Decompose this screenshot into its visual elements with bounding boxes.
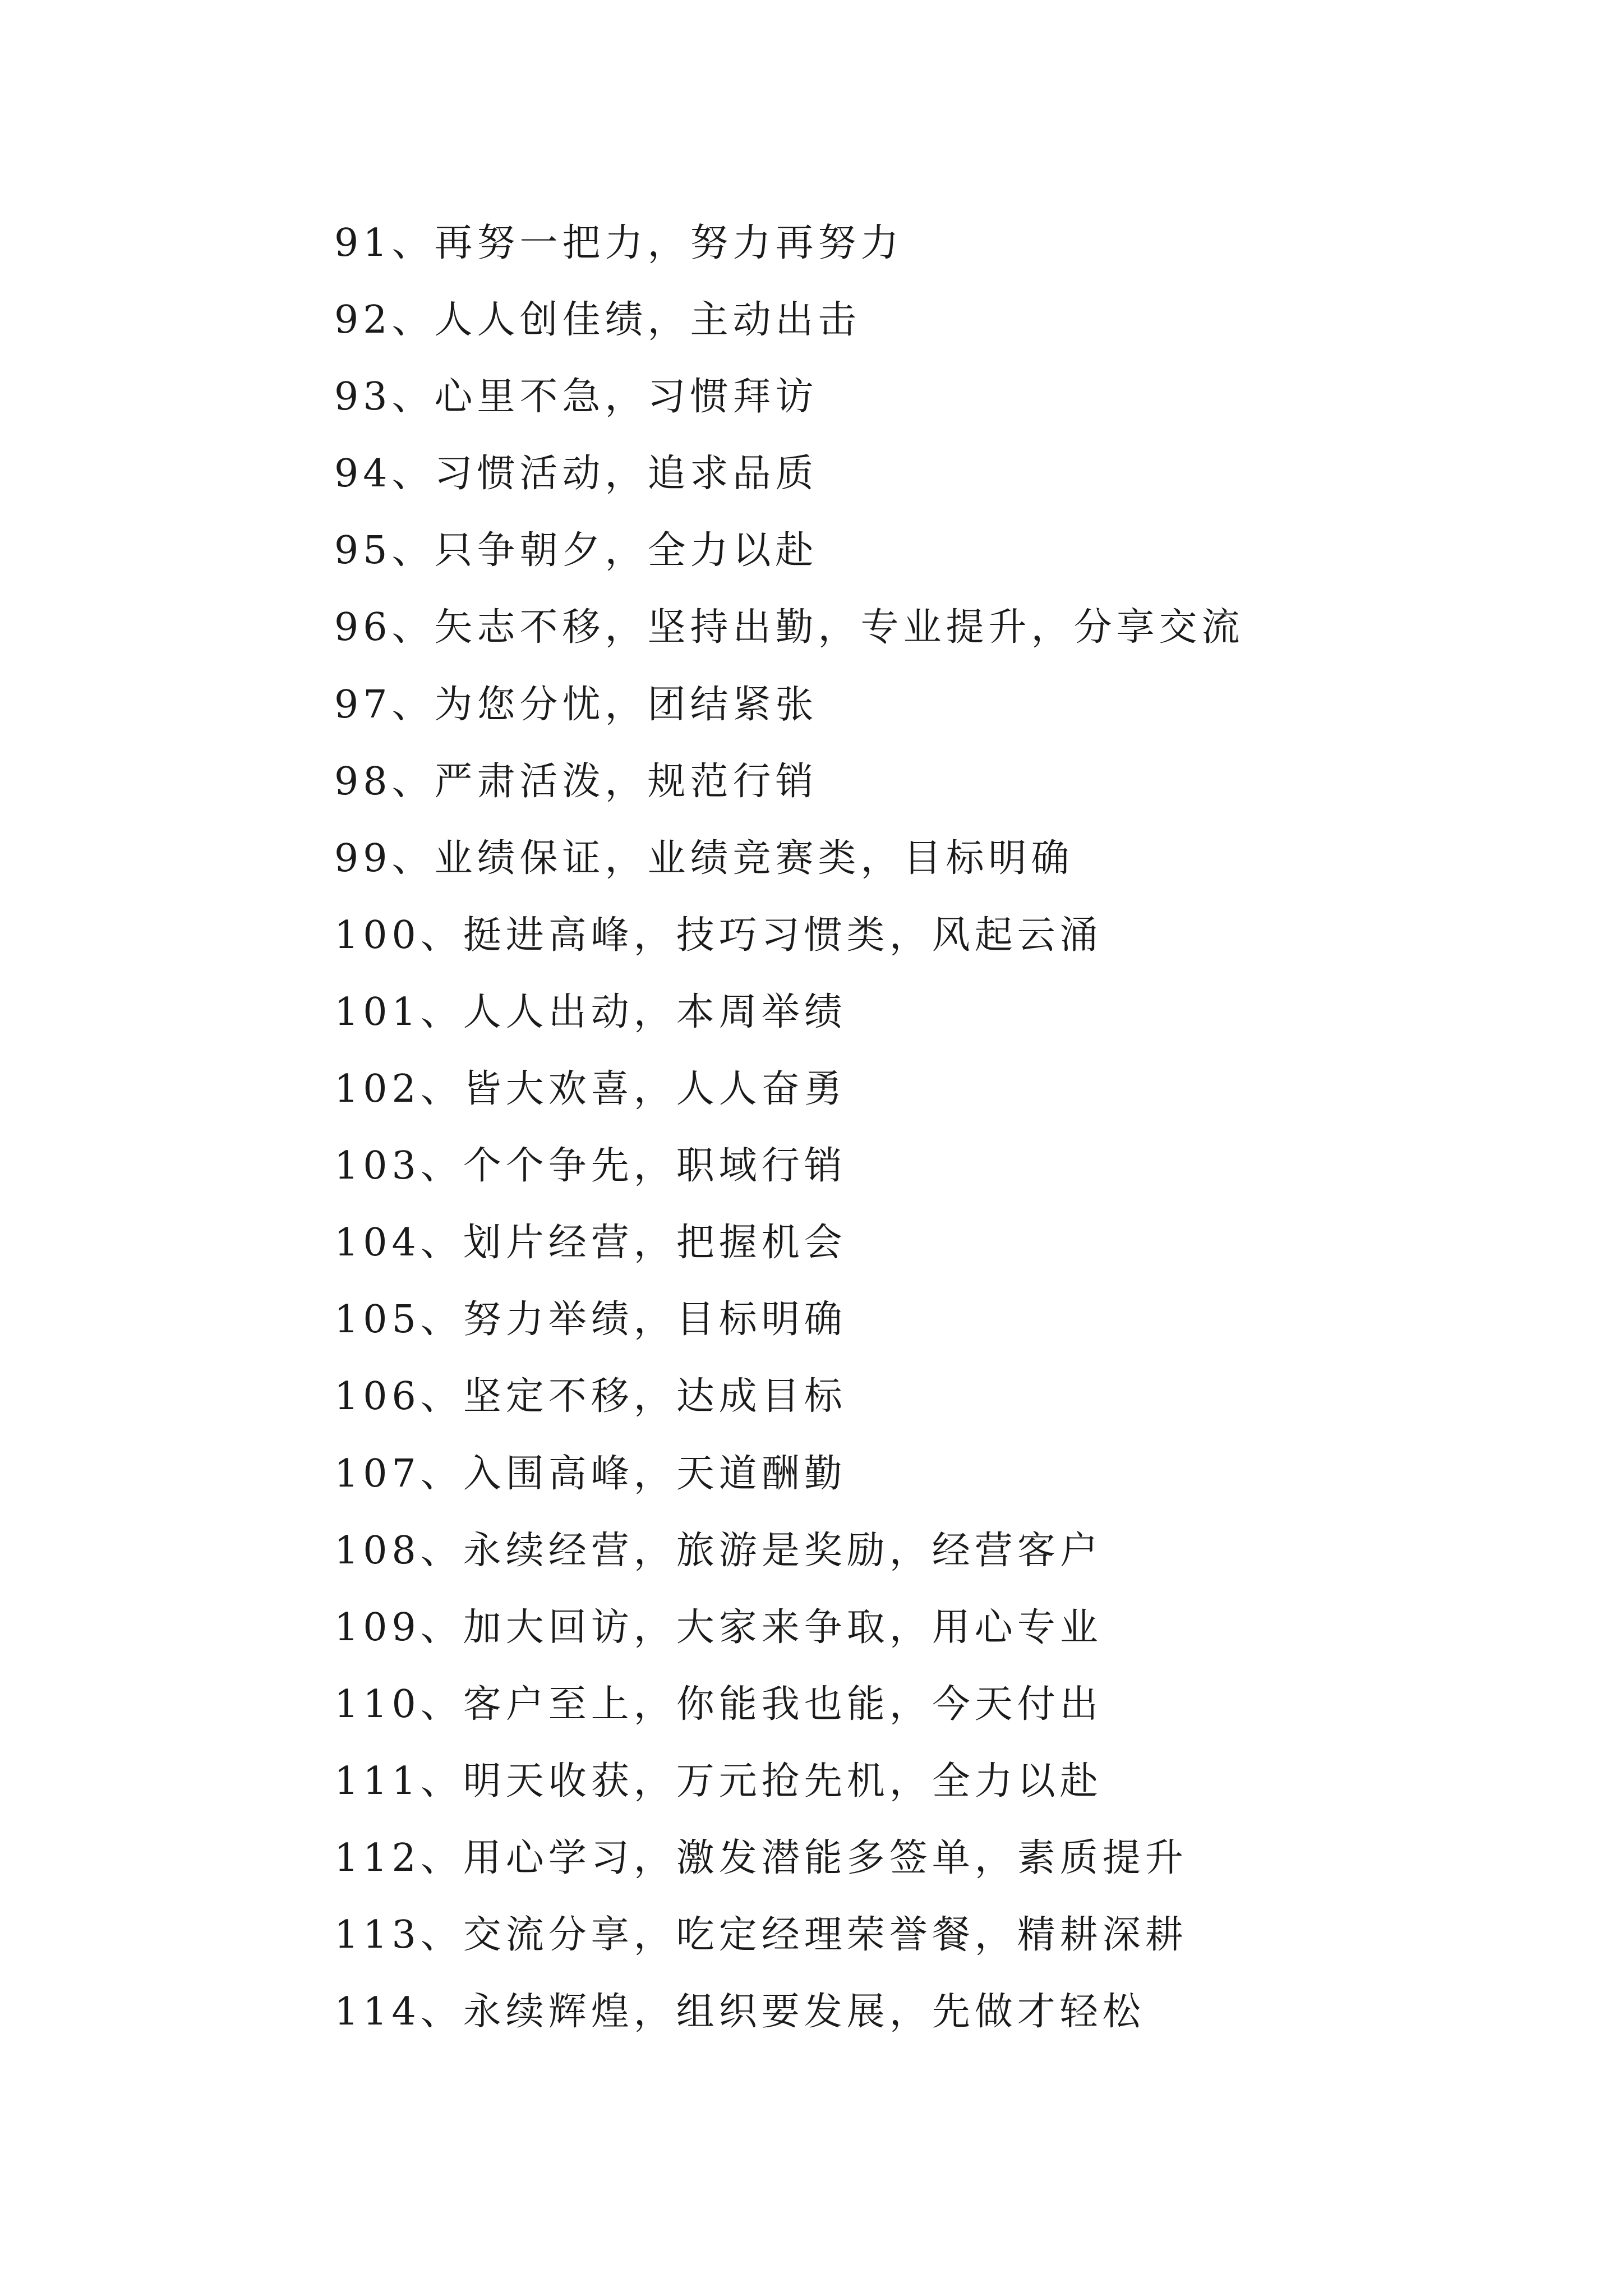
list-item: 111、明天收获，万元抢先机，全力以赴 bbox=[334, 1759, 1103, 1803]
list-item: 91、再努一把力，努力再努力 bbox=[334, 221, 903, 265]
list-item: 102、皆大欢喜，人人奋勇 bbox=[334, 1067, 847, 1112]
list-item: 98、严肃活泼，规范行销 bbox=[334, 759, 818, 804]
list-item: 94、习惯活动，追求品质 bbox=[334, 452, 818, 496]
list-item: 105、努力举绩，目标明确 bbox=[334, 1297, 847, 1342]
list-item: 106、坚定不移，达成目标 bbox=[334, 1374, 847, 1419]
list-item: 97、为您分忧，团结紧张 bbox=[334, 682, 818, 727]
list-item: 109、加大回访，大家来争取，用心专业 bbox=[334, 1605, 1103, 1650]
list-item: 112、用心学习，激发潜能多签单，素质提升 bbox=[334, 1835, 1188, 1880]
list-item: 101、人人出动，本周举绩 bbox=[334, 990, 847, 1034]
list-item: 93、心里不急，习惯拜访 bbox=[334, 375, 818, 420]
list-item: 114、永续辉煌，组织要发展，先做才轻松 bbox=[334, 1990, 1145, 2035]
list-item: 107、入围高峰，天道酬勤 bbox=[334, 1451, 847, 1496]
list-item: 92、人人创佳绩，主动出击 bbox=[334, 298, 861, 343]
list-item: 103、个个争先，职域行销 bbox=[334, 1144, 847, 1189]
list-item: 100、挺进高峰，技巧习惯类，风起云涌 bbox=[334, 913, 1103, 958]
list-item: 95、只争朝夕，全力以赴 bbox=[334, 528, 818, 573]
list-item: 108、永续经营，旅游是奖励，经营客户 bbox=[334, 1528, 1103, 1573]
list-item: 99、业绩保证，业绩竞赛类，目标明确 bbox=[334, 836, 1074, 881]
slogan-list bbox=[334, 205, 1512, 2050]
list-item: 110、客户至上，你能我也能，今天付出 bbox=[334, 1682, 1103, 1727]
list-item: 113、交流分享，吃定经理荣誉餐，精耕深耕 bbox=[334, 1913, 1188, 1958]
list-item: 96、矢志不移，坚持出勤，专业提升，分享交流 bbox=[334, 605, 1244, 650]
list-item: 104、划片经营，把握机会 bbox=[334, 1221, 847, 1266]
